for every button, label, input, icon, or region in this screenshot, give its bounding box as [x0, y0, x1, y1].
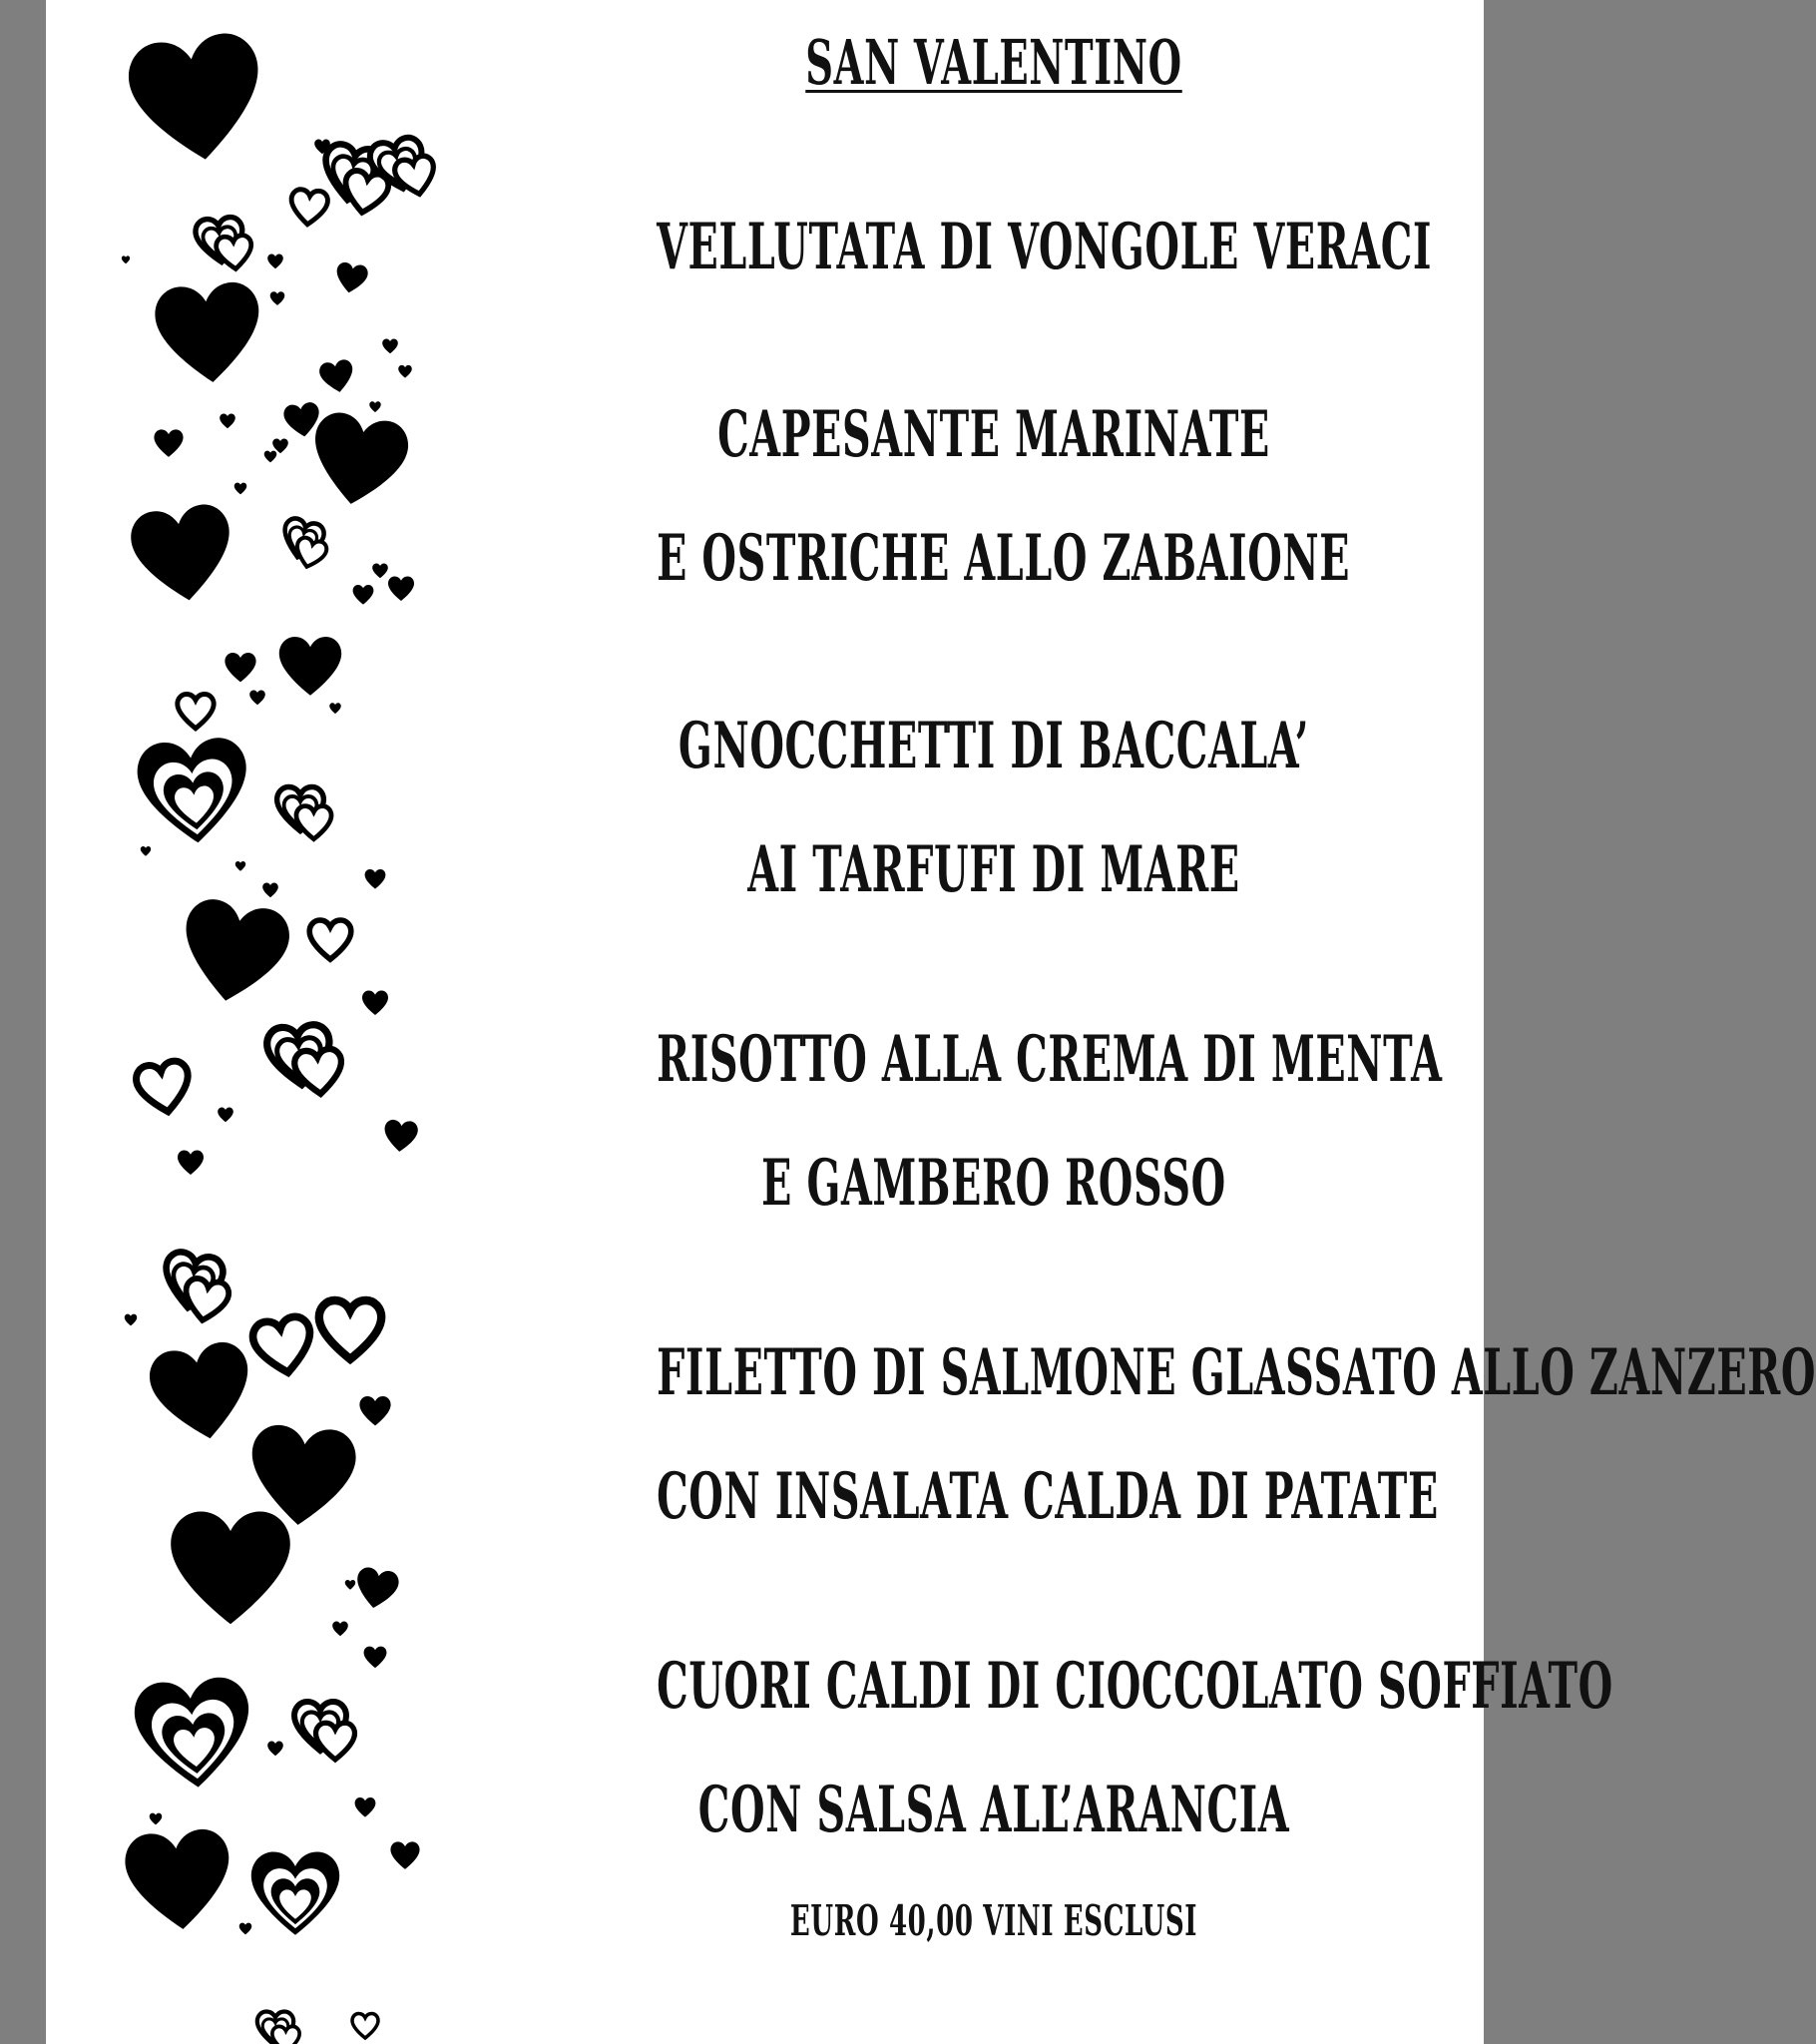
heart-icon	[154, 429, 183, 456]
heart-icon	[153, 280, 264, 387]
course-2-line-2: E OSTRICHE ALLO ZABAIONE	[657, 521, 1351, 596]
heart-icon	[332, 1622, 348, 1637]
course-6-line-2: CON SALSA ALL’ARANCIA	[697, 1773, 1290, 1847]
course-3-line-2: AI TARFUFI DI MARE	[747, 832, 1240, 907]
heart-icon	[267, 1742, 283, 1757]
heart-icon	[364, 1647, 387, 1669]
heart-icon	[365, 869, 386, 889]
heart-icon	[123, 1827, 234, 1934]
heart-icon	[319, 1300, 381, 1359]
heart-icon	[294, 1702, 355, 1760]
heart-icon	[382, 339, 398, 354]
heart-icon	[178, 1151, 204, 1176]
heart-icon	[146, 1338, 258, 1447]
course-5-line-1: FILETTO DI SALMONE GLASSATO ALLO ZANZERO	[657, 1335, 1816, 1410]
heart-icon	[171, 1512, 290, 1625]
course-5-line-2: CON INSALATA CALDA DI PATATE	[657, 1459, 1439, 1534]
heart-icon	[124, 29, 269, 168]
price-note: EURO 40,00 VINI ESCLUSI	[789, 1896, 1198, 1945]
heart-icon	[345, 1580, 355, 1590]
heart-icon	[355, 1797, 376, 1817]
heart-icon	[234, 483, 246, 495]
heart-icon	[195, 216, 253, 272]
heart-icon	[329, 703, 340, 714]
heart-icon	[251, 1852, 339, 1935]
heart-icon	[132, 1675, 254, 1791]
heart-icon	[390, 1841, 419, 1868]
heart-icon	[125, 1314, 137, 1326]
heart-icon	[218, 1108, 233, 1123]
heart-icon	[122, 256, 130, 263]
heart-icon	[398, 365, 412, 378]
heart-icon	[220, 414, 235, 429]
heart-icon	[262, 883, 278, 898]
heart-icon	[279, 637, 341, 696]
heart-icon	[388, 577, 414, 602]
menu-content	[450, 0, 1816, 2044]
heart-icon	[265, 1023, 343, 1099]
hearts-decoration	[46, 0, 485, 2044]
heart-icon	[257, 2012, 299, 2044]
heart-icon	[359, 1396, 390, 1425]
heart-icon	[239, 1923, 251, 1935]
heart-icon	[362, 991, 388, 1016]
heart-icon	[128, 501, 238, 607]
heart-icon	[267, 255, 283, 269]
heart-icon	[305, 409, 412, 512]
heart-icon	[141, 846, 151, 856]
heart-icon	[225, 653, 255, 682]
course-1-line-1: VELLUTATA DI VONGOLE VERACI	[657, 210, 1433, 284]
heart-icon	[353, 1566, 401, 1612]
heart-icon	[150, 1813, 162, 1825]
heart-icon	[135, 736, 252, 847]
heart-icon	[318, 358, 356, 395]
heart-icon	[178, 695, 214, 729]
heart-icon	[383, 1119, 419, 1153]
heart-icon	[309, 920, 351, 959]
heart-icon	[353, 585, 374, 605]
heart-icon	[369, 401, 380, 412]
heart-icon	[333, 261, 369, 295]
heart-icon	[276, 516, 332, 570]
heart-icon	[175, 895, 293, 1010]
menu-page	[46, 0, 1816, 2044]
heart-icon	[158, 1250, 234, 1323]
heart-icon	[352, 2014, 378, 2039]
heart-icon	[249, 691, 265, 706]
heart-icon	[372, 564, 388, 579]
heart-icon	[235, 861, 245, 871]
heart-icon	[277, 787, 331, 839]
heart-icon	[264, 451, 276, 463]
course-2-line-1: CAPESANTE MARINATE	[717, 397, 1270, 472]
course-4-line-1: RISOTTO ALLA CREMA DI MENTA	[657, 1022, 1443, 1097]
heart-icon	[270, 291, 285, 305]
heart-icon	[289, 189, 328, 226]
heart-icon	[250, 1314, 316, 1377]
course-3-line-1: GNOCCHETTI DI BACCALA’	[678, 709, 1310, 783]
heart-icon	[134, 1059, 194, 1116]
menu-title: SAN VALENTINO	[805, 26, 1182, 99]
course-6-line-1: CUORI CALDI DI CIOCCOLATO SOFFIATO	[657, 1649, 1613, 1724]
course-4-line-2: E GAMBERO ROSSO	[761, 1146, 1226, 1221]
